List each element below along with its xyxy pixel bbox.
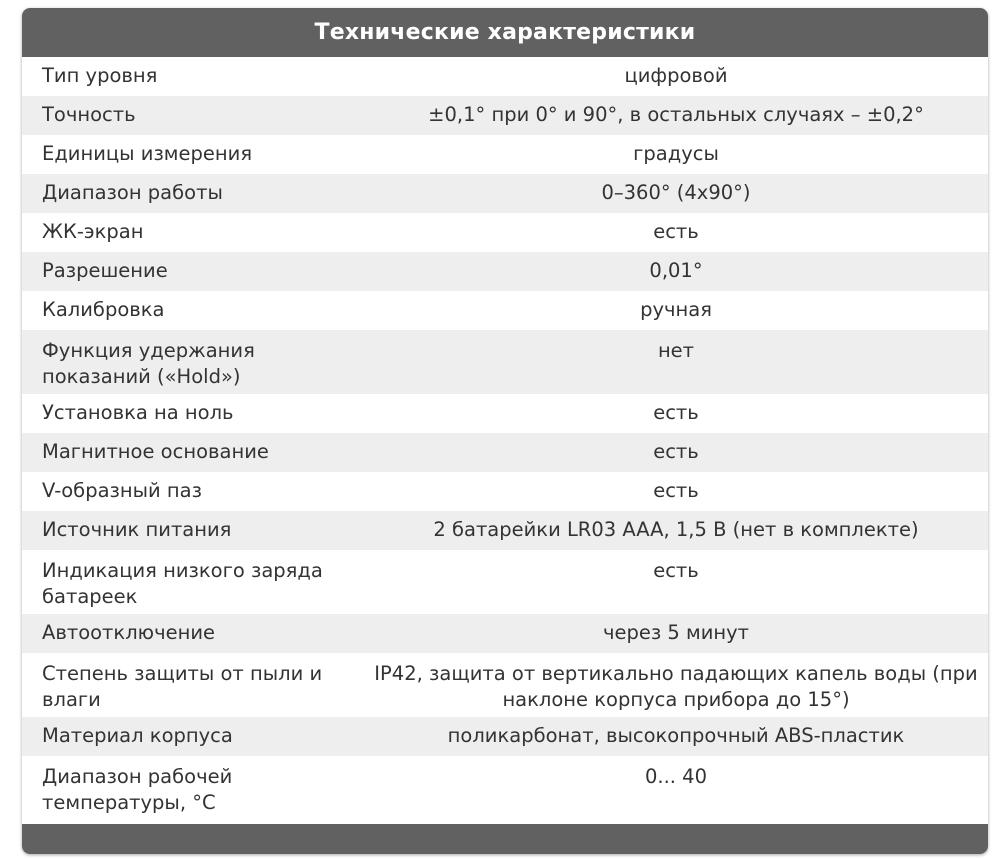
spec-name: Установка на ноль bbox=[22, 394, 364, 433]
spec-value: IP42, защита от вертикально падающих капель воды (при наклоне корпуса прибора до 15°) bbox=[364, 653, 988, 717]
spec-footer bbox=[22, 824, 988, 854]
spec-row bbox=[22, 717, 988, 756]
spec-name: Диапазон работы bbox=[22, 174, 364, 213]
spec-name: Автоотключение bbox=[22, 614, 364, 653]
spec-value: есть bbox=[364, 550, 988, 614]
spec-row bbox=[22, 614, 988, 653]
spec-value: 0,01° bbox=[364, 252, 988, 291]
spec-value: есть bbox=[364, 472, 988, 511]
spec-row bbox=[22, 252, 988, 291]
spec-row bbox=[22, 135, 988, 174]
spec-row bbox=[22, 291, 988, 330]
spec-name: Единицы измерения bbox=[22, 135, 364, 174]
spec-row bbox=[22, 57, 988, 96]
spec-value: 0–360° (4x90°) bbox=[364, 174, 988, 213]
spec-row bbox=[22, 653, 988, 717]
spec-value: цифровой bbox=[364, 57, 988, 96]
spec-header bbox=[22, 8, 988, 57]
spec-value: ручная bbox=[364, 291, 988, 330]
spec-value: есть bbox=[364, 433, 988, 472]
spec-card bbox=[22, 8, 988, 854]
spec-row bbox=[22, 756, 988, 820]
spec-name: Магнитное основание bbox=[22, 433, 364, 472]
spec-name: Калибровка bbox=[22, 291, 364, 330]
spec-value: поликарбонат, высокопрочный ABS-пластик bbox=[364, 717, 988, 756]
spec-row bbox=[22, 511, 988, 550]
spec-row bbox=[22, 550, 988, 614]
spec-value: ±0,1° при 0° и 90°, в остальных случаях – ±0,2° bbox=[364, 96, 988, 135]
spec-value: нет bbox=[364, 330, 988, 394]
spec-row bbox=[22, 472, 988, 511]
spec-row bbox=[22, 213, 988, 252]
spec-row bbox=[22, 330, 988, 394]
spec-row bbox=[22, 96, 988, 135]
spec-value: 0... 40 bbox=[364, 756, 988, 820]
spec-name: Материал корпуса bbox=[22, 717, 364, 756]
spec-name: Разрешение bbox=[22, 252, 364, 291]
spec-name: Источник питания bbox=[22, 511, 364, 550]
spec-title: Технические характеристики bbox=[314, 20, 696, 45]
spec-value: 2 батарейки LR03 AAA, 1,5 В (нет в комплекте) bbox=[364, 511, 988, 550]
spec-row bbox=[22, 433, 988, 472]
spec-name: Точность bbox=[22, 96, 364, 135]
spec-name: ЖК-экран bbox=[22, 213, 364, 252]
spec-name: Индикация низкого заряда батареек bbox=[22, 550, 364, 614]
spec-value: градусы bbox=[364, 135, 988, 174]
spec-name: Функция удержания показаний («Hold») bbox=[22, 330, 364, 394]
spec-value: есть bbox=[364, 394, 988, 433]
spec-name: Диапазон рабочей температуры, °С bbox=[22, 756, 364, 820]
spec-name: V-образный паз bbox=[22, 472, 364, 511]
spec-value: через 5 минут bbox=[364, 614, 988, 653]
spec-row bbox=[22, 394, 988, 433]
spec-row bbox=[22, 174, 988, 213]
spec-table bbox=[22, 57, 988, 820]
spec-name: Степень защиты от пыли и влаги bbox=[22, 653, 364, 717]
spec-value: есть bbox=[364, 213, 988, 252]
spec-name: Тип уровня bbox=[22, 57, 364, 96]
